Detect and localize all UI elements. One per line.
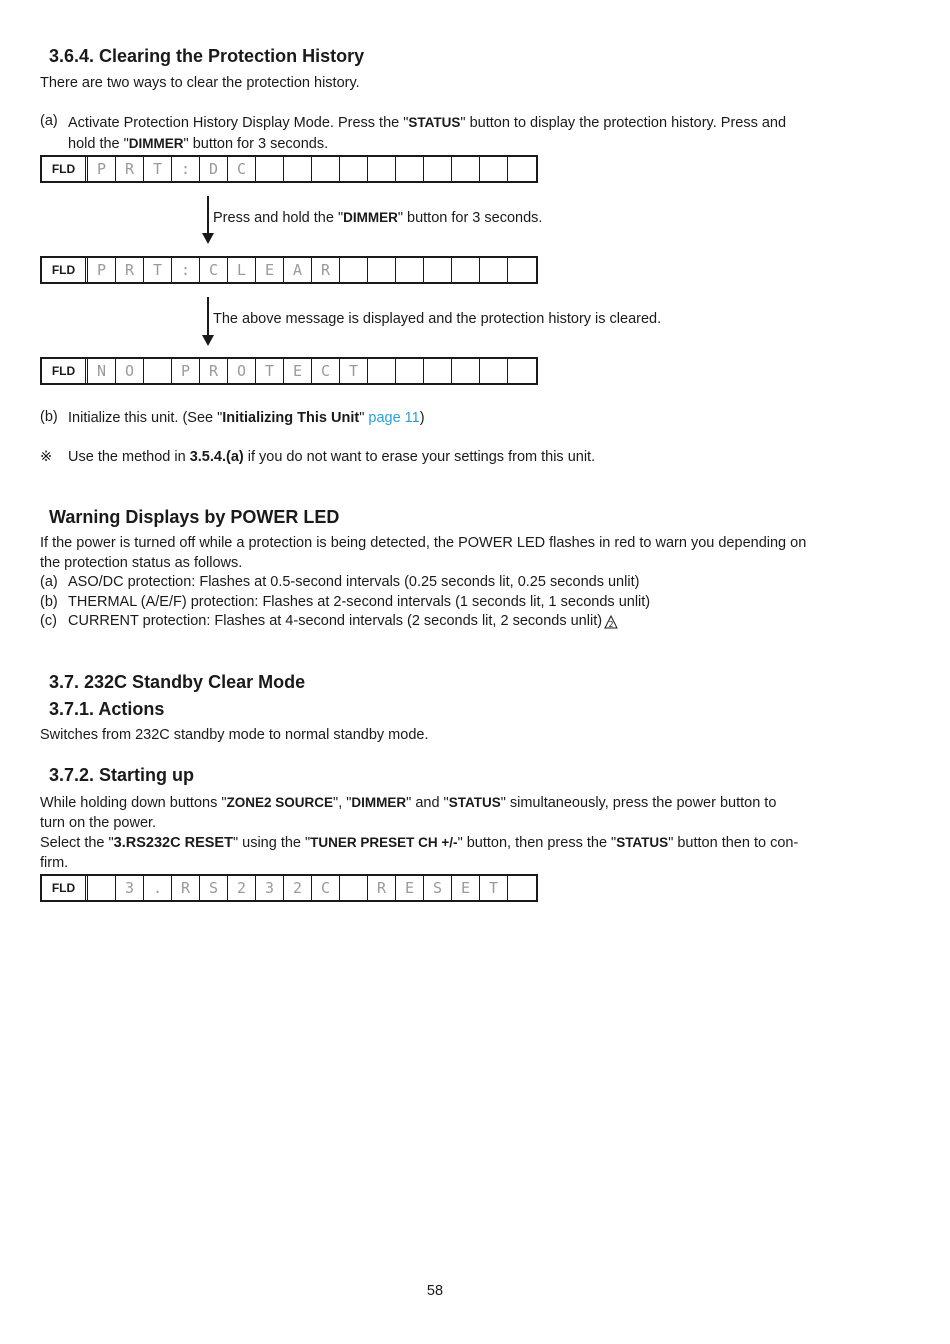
fld-cell	[312, 157, 340, 181]
section-heading-3-6-4: 3.6.4. Clearing the Protection History	[49, 46, 365, 66]
fld-cell: .	[144, 876, 172, 900]
fld-cell: R	[172, 876, 200, 900]
fld-cell: E	[284, 359, 312, 383]
fld-cell: R	[116, 258, 144, 282]
fld-cell: 3	[256, 876, 284, 900]
fld-cell: P	[88, 157, 116, 181]
fld-display-2	[40, 256, 538, 284]
fld-cell: R	[312, 258, 340, 282]
list-marker: (a)	[40, 113, 58, 129]
fld-cell	[452, 157, 480, 181]
fld-cell	[368, 258, 396, 282]
svg-text:2: 2	[608, 620, 614, 629]
fld-cell	[424, 258, 452, 282]
fld-cell	[284, 157, 312, 181]
fld-cell: S	[200, 876, 228, 900]
page-number: 58	[426, 1283, 444, 1299]
fld-cell: T	[340, 359, 368, 383]
step-b-text: Initialize this unit. (See "Initializing This Unit" page 11)	[68, 410, 425, 426]
fld-cell: T	[480, 876, 508, 900]
section-heading-3-7: 3.7. 232C Standby Clear Mode	[49, 672, 306, 692]
fld-cell: E	[256, 258, 284, 282]
fld-display-4	[40, 874, 538, 902]
list-marker: (c)	[40, 613, 57, 629]
fld-cell	[396, 157, 424, 181]
warning-list-item: ASO/DC protection: Flashes at 0.5-second intervals (0.25 seconds lit, 0.25 seconds unlit)	[68, 574, 640, 590]
warning-list-item: CURRENT protection: Flashes at 4-second intervals (2 seconds lit, 2 seconds unlit)	[68, 613, 603, 629]
fld-cell	[424, 157, 452, 181]
note-text: Use the method in 3.5.4.(a) if you do not want to erase your settings from this unit.	[68, 449, 596, 465]
down-arrow-icon	[207, 196, 209, 242]
fld-cell: E	[452, 876, 480, 900]
fld-cell	[452, 258, 480, 282]
fld-cell: T	[256, 359, 284, 383]
fld-cell: :	[172, 157, 200, 181]
fld-label: FLD	[42, 359, 88, 383]
fld-cell: S	[424, 876, 452, 900]
fld-cell	[88, 876, 116, 900]
fld-display-1	[40, 155, 538, 183]
page-link[interactable]: page 11	[368, 410, 420, 426]
fld-cell: R	[200, 359, 228, 383]
fld-cell	[368, 157, 396, 181]
warning-list-item: THERMAL (A/E/F) protection: Flashes at 2-second intervals (1 seconds lit, 1 seconds unlit)	[68, 593, 651, 610]
note-icon: ※	[40, 449, 53, 465]
fld-cell	[340, 157, 368, 181]
fld-cell: A	[284, 258, 312, 282]
intro-text: There are two ways to clear the protection history.	[40, 75, 360, 91]
fld-cell	[368, 359, 396, 383]
fld-cell	[424, 359, 452, 383]
fld-label: FLD	[42, 258, 88, 282]
down-arrow-icon	[207, 297, 209, 344]
fld-cell: D	[200, 157, 228, 181]
arrow-step-2-text: The above message is displayed and the protection history is cleared.	[213, 311, 662, 327]
fld-cell	[144, 359, 172, 383]
fld-cell: C	[228, 157, 256, 181]
startup-text: While holding down buttons "ZONE2 SOURCE", "DIMMER" and "STATUS" simultaneously, press the power button to turn on the power. Select the "3.RS232C RESET" using the "TUNER PRESET CH +/-" button, then press the "STATUS" button then to con- firm.	[40, 795, 799, 871]
fld-cell: 2	[228, 876, 256, 900]
actions-text: Switches from 232C standby mode to normal standby mode.	[40, 727, 429, 743]
fld-cell	[256, 157, 284, 181]
fld-cell: N	[88, 359, 116, 383]
fld-cell	[396, 359, 424, 383]
step-a-text: Activate Protection History Display Mode. Press the "STATUS" button to display the protection history. Press and hold the "DIMMER" button for 3 seconds.	[68, 115, 787, 152]
fld-cell: O	[228, 359, 256, 383]
list-marker: (b)	[40, 593, 58, 610]
warning-description: If the power is turned off while a protection is being detected, the POWER LED flashes in red to warn you depending on the protection status as follows.	[40, 535, 807, 571]
section-heading-3-7-2: 3.7.2. Starting up	[49, 765, 195, 785]
fld-cell: C	[312, 359, 340, 383]
fld-cell: O	[116, 359, 144, 383]
arrow-step-1-text: Press and hold the "DIMMER" button for 3 seconds.	[213, 210, 543, 226]
fld-label: FLD	[42, 876, 88, 900]
fld-cell: 3	[116, 876, 144, 900]
fld-cell: P	[172, 359, 200, 383]
fld-cell: 2	[284, 876, 312, 900]
fld-cell: E	[396, 876, 424, 900]
fld-cell: T	[144, 258, 172, 282]
fld-cell	[480, 359, 508, 383]
fld-cell: :	[172, 258, 200, 282]
fld-cell	[508, 359, 536, 383]
revision-mark-icon	[604, 615, 618, 633]
fld-cell	[480, 157, 508, 181]
fld-cell: L	[228, 258, 256, 282]
fld-cell	[508, 258, 536, 282]
fld-cell	[340, 258, 368, 282]
fld-cell	[452, 359, 480, 383]
fld-cell	[508, 876, 536, 900]
fld-cell: T	[144, 157, 172, 181]
fld-label: FLD	[42, 157, 88, 181]
list-marker: (a)	[40, 574, 58, 590]
fld-cell	[480, 258, 508, 282]
fld-cell	[340, 876, 368, 900]
list-marker: (b)	[40, 409, 58, 425]
fld-cell: R	[368, 876, 396, 900]
fld-cell: P	[88, 258, 116, 282]
section-heading-3-7-1: 3.7.1. Actions	[49, 699, 165, 719]
fld-cell: C	[312, 876, 340, 900]
fld-cell	[396, 258, 424, 282]
fld-cell	[508, 157, 536, 181]
fld-cell: C	[200, 258, 228, 282]
section-heading-warning: Warning Displays by POWER LED	[49, 507, 340, 527]
fld-display-3	[40, 357, 538, 385]
fld-cell: R	[116, 157, 144, 181]
